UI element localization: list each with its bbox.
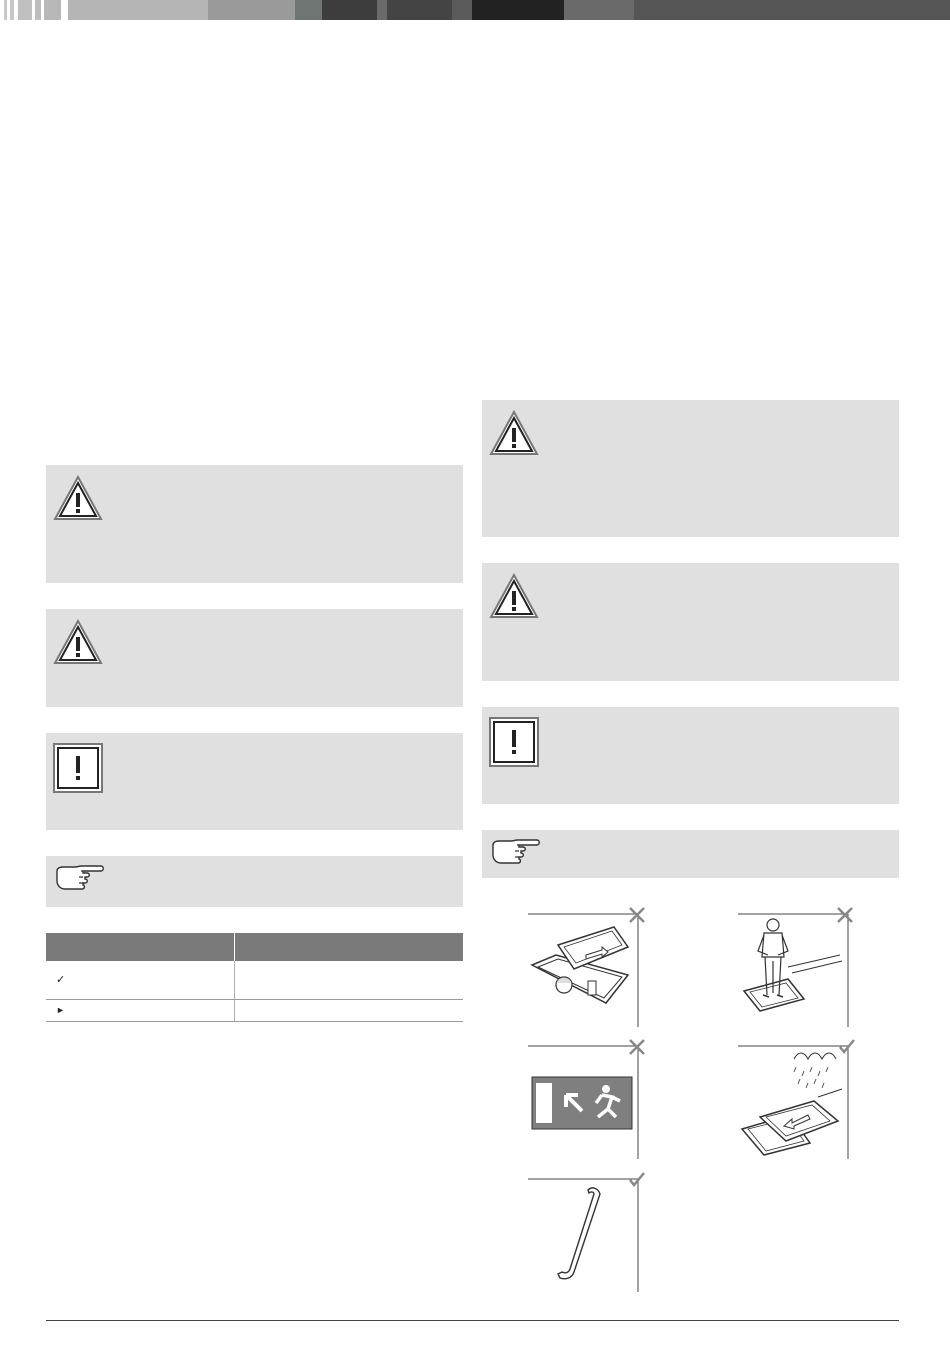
header-stripe-block <box>634 0 950 20</box>
warning-triangle-icon <box>53 475 103 521</box>
header-stripe-block <box>10 0 14 20</box>
figure-allen-key <box>528 1170 652 1294</box>
pointing-hand-icon <box>53 863 105 891</box>
header-stripe-block <box>4 0 7 20</box>
header-stripe-block <box>452 0 472 20</box>
header-stripe-block <box>472 0 564 20</box>
cross-mark-icon <box>838 908 852 922</box>
table-cell-text <box>235 999 464 1021</box>
header-stripe-block <box>564 0 634 20</box>
table-cell-symbol <box>46 999 235 1021</box>
figure-person-under-cover <box>528 905 652 1029</box>
table-row <box>46 999 463 1021</box>
header-stripe-block <box>18 0 32 20</box>
warning-notice-4 <box>482 563 899 681</box>
figure-person-standing-on-cover <box>738 905 862 1029</box>
tip-notice-2 <box>482 830 899 878</box>
footer-rule <box>46 1320 899 1321</box>
symbol-table <box>46 933 463 1022</box>
tip-notice <box>46 856 463 907</box>
caution-notice <box>46 733 463 830</box>
header-stripe-block <box>44 0 61 20</box>
header-stripe-block <box>68 0 208 20</box>
exclamation-square-icon <box>489 717 539 767</box>
header-stripe-block <box>35 0 41 20</box>
checkmark-icon: ✓ <box>56 974 66 987</box>
header-stripe-block <box>377 0 387 20</box>
warning-triangle-icon <box>489 573 539 619</box>
cross-mark-icon <box>630 1040 644 1054</box>
table-header-row <box>46 933 463 961</box>
table-header-cell <box>235 933 464 961</box>
warning-notice-3 <box>482 400 899 537</box>
table-cell-text <box>235 961 464 999</box>
table-cell-symbol <box>46 961 235 999</box>
bullet-arrow-icon: ► <box>56 1005 65 1015</box>
header-stripe-block <box>208 0 295 20</box>
exclamation-square-icon <box>53 743 103 793</box>
caution-notice-2 <box>482 707 899 804</box>
header-stripe-block <box>322 0 377 20</box>
warning-notice-1 <box>46 465 463 583</box>
figure-cover-in-rain <box>738 1037 862 1161</box>
cross-mark-icon <box>630 908 644 922</box>
header-stripe-block <box>387 0 452 20</box>
pointing-hand-icon <box>489 837 541 865</box>
table-row <box>46 961 463 999</box>
warning-triangle-icon <box>53 619 103 665</box>
header-stripe-block <box>295 0 322 20</box>
figure-emergency-exit-sign <box>528 1037 652 1161</box>
warning-notice-2 <box>46 609 463 707</box>
table-header-cell <box>46 933 235 961</box>
warning-triangle-icon <box>489 410 539 456</box>
